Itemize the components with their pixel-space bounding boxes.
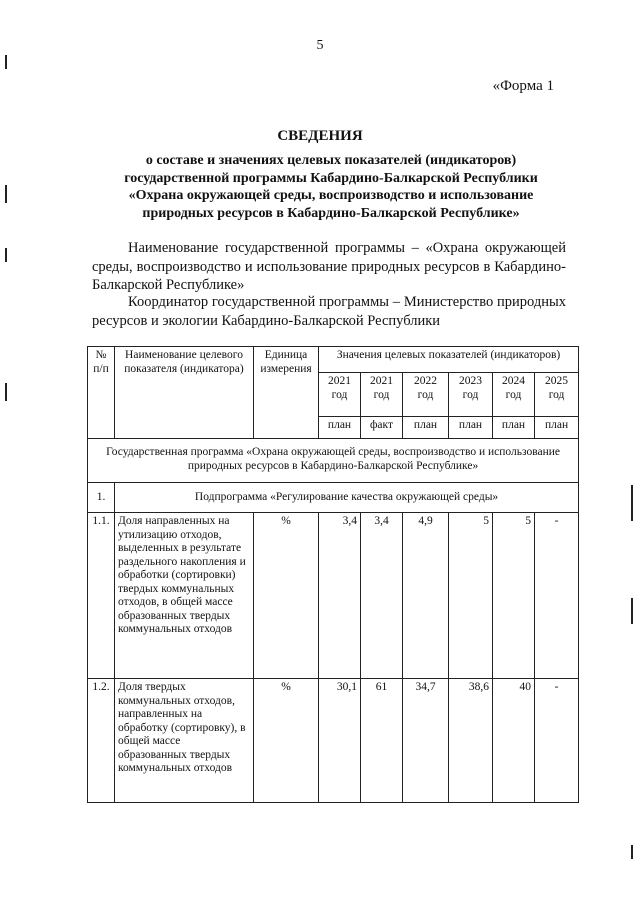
row-value: - — [535, 679, 579, 803]
header-year: 2021 год — [319, 373, 361, 417]
row-indicator-name: Доля твердых коммунальных отходов, направленных на обработку (сортировку), в общей массе образованных твердых коммунальных отходов — [115, 679, 254, 803]
row-value: 5 — [449, 513, 493, 679]
subprogram-number: 1. — [88, 483, 115, 513]
scan-margin-mark — [631, 485, 633, 521]
program-name-text: Наименование государственной программы – «Охрана окружающей среды, воспроизводство и использование природных ресурсов в Кабардино-Балкарской Республике» — [92, 240, 566, 293]
form-label: «Форма 1 — [492, 78, 554, 94]
coordinator-text: Координатор государственной программы – Министерство природных ресурсов и экологии Кабардино-Балкарской Республики — [92, 294, 566, 329]
row-value: 3,4 — [361, 513, 403, 679]
row-value: 61 — [361, 679, 403, 803]
row-value: 30,1 — [319, 679, 361, 803]
header-year: 2023 год — [449, 373, 493, 417]
header-type: план — [535, 417, 579, 439]
row-value: 4,9 — [403, 513, 449, 679]
row-value: - — [535, 513, 579, 679]
row-unit: % — [254, 513, 319, 679]
row-value: 5 — [493, 513, 535, 679]
scan-margin-mark — [631, 845, 633, 859]
header-year: 2025 год — [535, 373, 579, 417]
row-value: 40 — [493, 679, 535, 803]
header-type: факт — [361, 417, 403, 439]
row-value: 38,6 — [449, 679, 493, 803]
document-subtitle — [96, 152, 566, 222]
header-number: № п/п — [88, 347, 115, 439]
row-unit: % — [254, 679, 319, 803]
scan-margin-mark — [5, 185, 7, 203]
subtitle-line: «Охрана окружающей среды, воспроизводство и использование — [128, 188, 534, 203]
subprogram-title: Подпрограмма «Регулирование качества окружающей среды» — [115, 483, 579, 513]
scan-margin-mark — [631, 598, 633, 624]
scan-margin-mark — [5, 55, 7, 69]
header-indicator-name: Наименование целевого показателя (индикатора) — [115, 347, 254, 439]
scan-margin-mark — [5, 383, 7, 401]
header-type: план — [403, 417, 449, 439]
header-unit: Единица измерения — [254, 347, 319, 439]
row-value: 34,7 — [403, 679, 449, 803]
header-values: Значения целевых показателей (индикаторов) — [319, 347, 579, 373]
subtitle-line: природных ресурсов в Кабардино-Балкарской Республике» — [142, 205, 520, 221]
row-number: 1.2. — [88, 679, 115, 803]
header-year: 2024 год — [493, 373, 535, 417]
coordinator-paragraph — [92, 293, 566, 330]
document-title: СВЕДЕНИЯ — [277, 128, 363, 144]
header-year: 2022 год — [403, 373, 449, 417]
program-row: Государственная программа «Охрана окружающей среды, воспроизводство и использование природных ресурсов в Кабардино-Балкарской Республике» — [88, 439, 579, 483]
row-indicator-name: Доля направленных на утилизацию отходов, выделенных в результате раздельного накопления и обработки (сортировки) твердых коммунальных отходов, в общей массе образованных твердых коммунальных отходов — [115, 513, 254, 679]
program-name-paragraph — [92, 239, 566, 295]
subtitle-line: государственной программы Кабардино-Балкарской Республики — [124, 170, 538, 186]
row-value: 3,4 — [319, 513, 361, 679]
row-number: 1.1. — [88, 513, 115, 679]
indicators-table — [87, 346, 579, 803]
header-year: 2021 год — [361, 373, 403, 417]
header-type: план — [319, 417, 361, 439]
scan-margin-mark — [5, 248, 7, 262]
header-type: план — [449, 417, 493, 439]
subtitle-line: о составе и значениях целевых показателей (индикаторов) — [145, 153, 517, 168]
page-number: 5 — [316, 38, 324, 53]
header-type: план — [493, 417, 535, 439]
